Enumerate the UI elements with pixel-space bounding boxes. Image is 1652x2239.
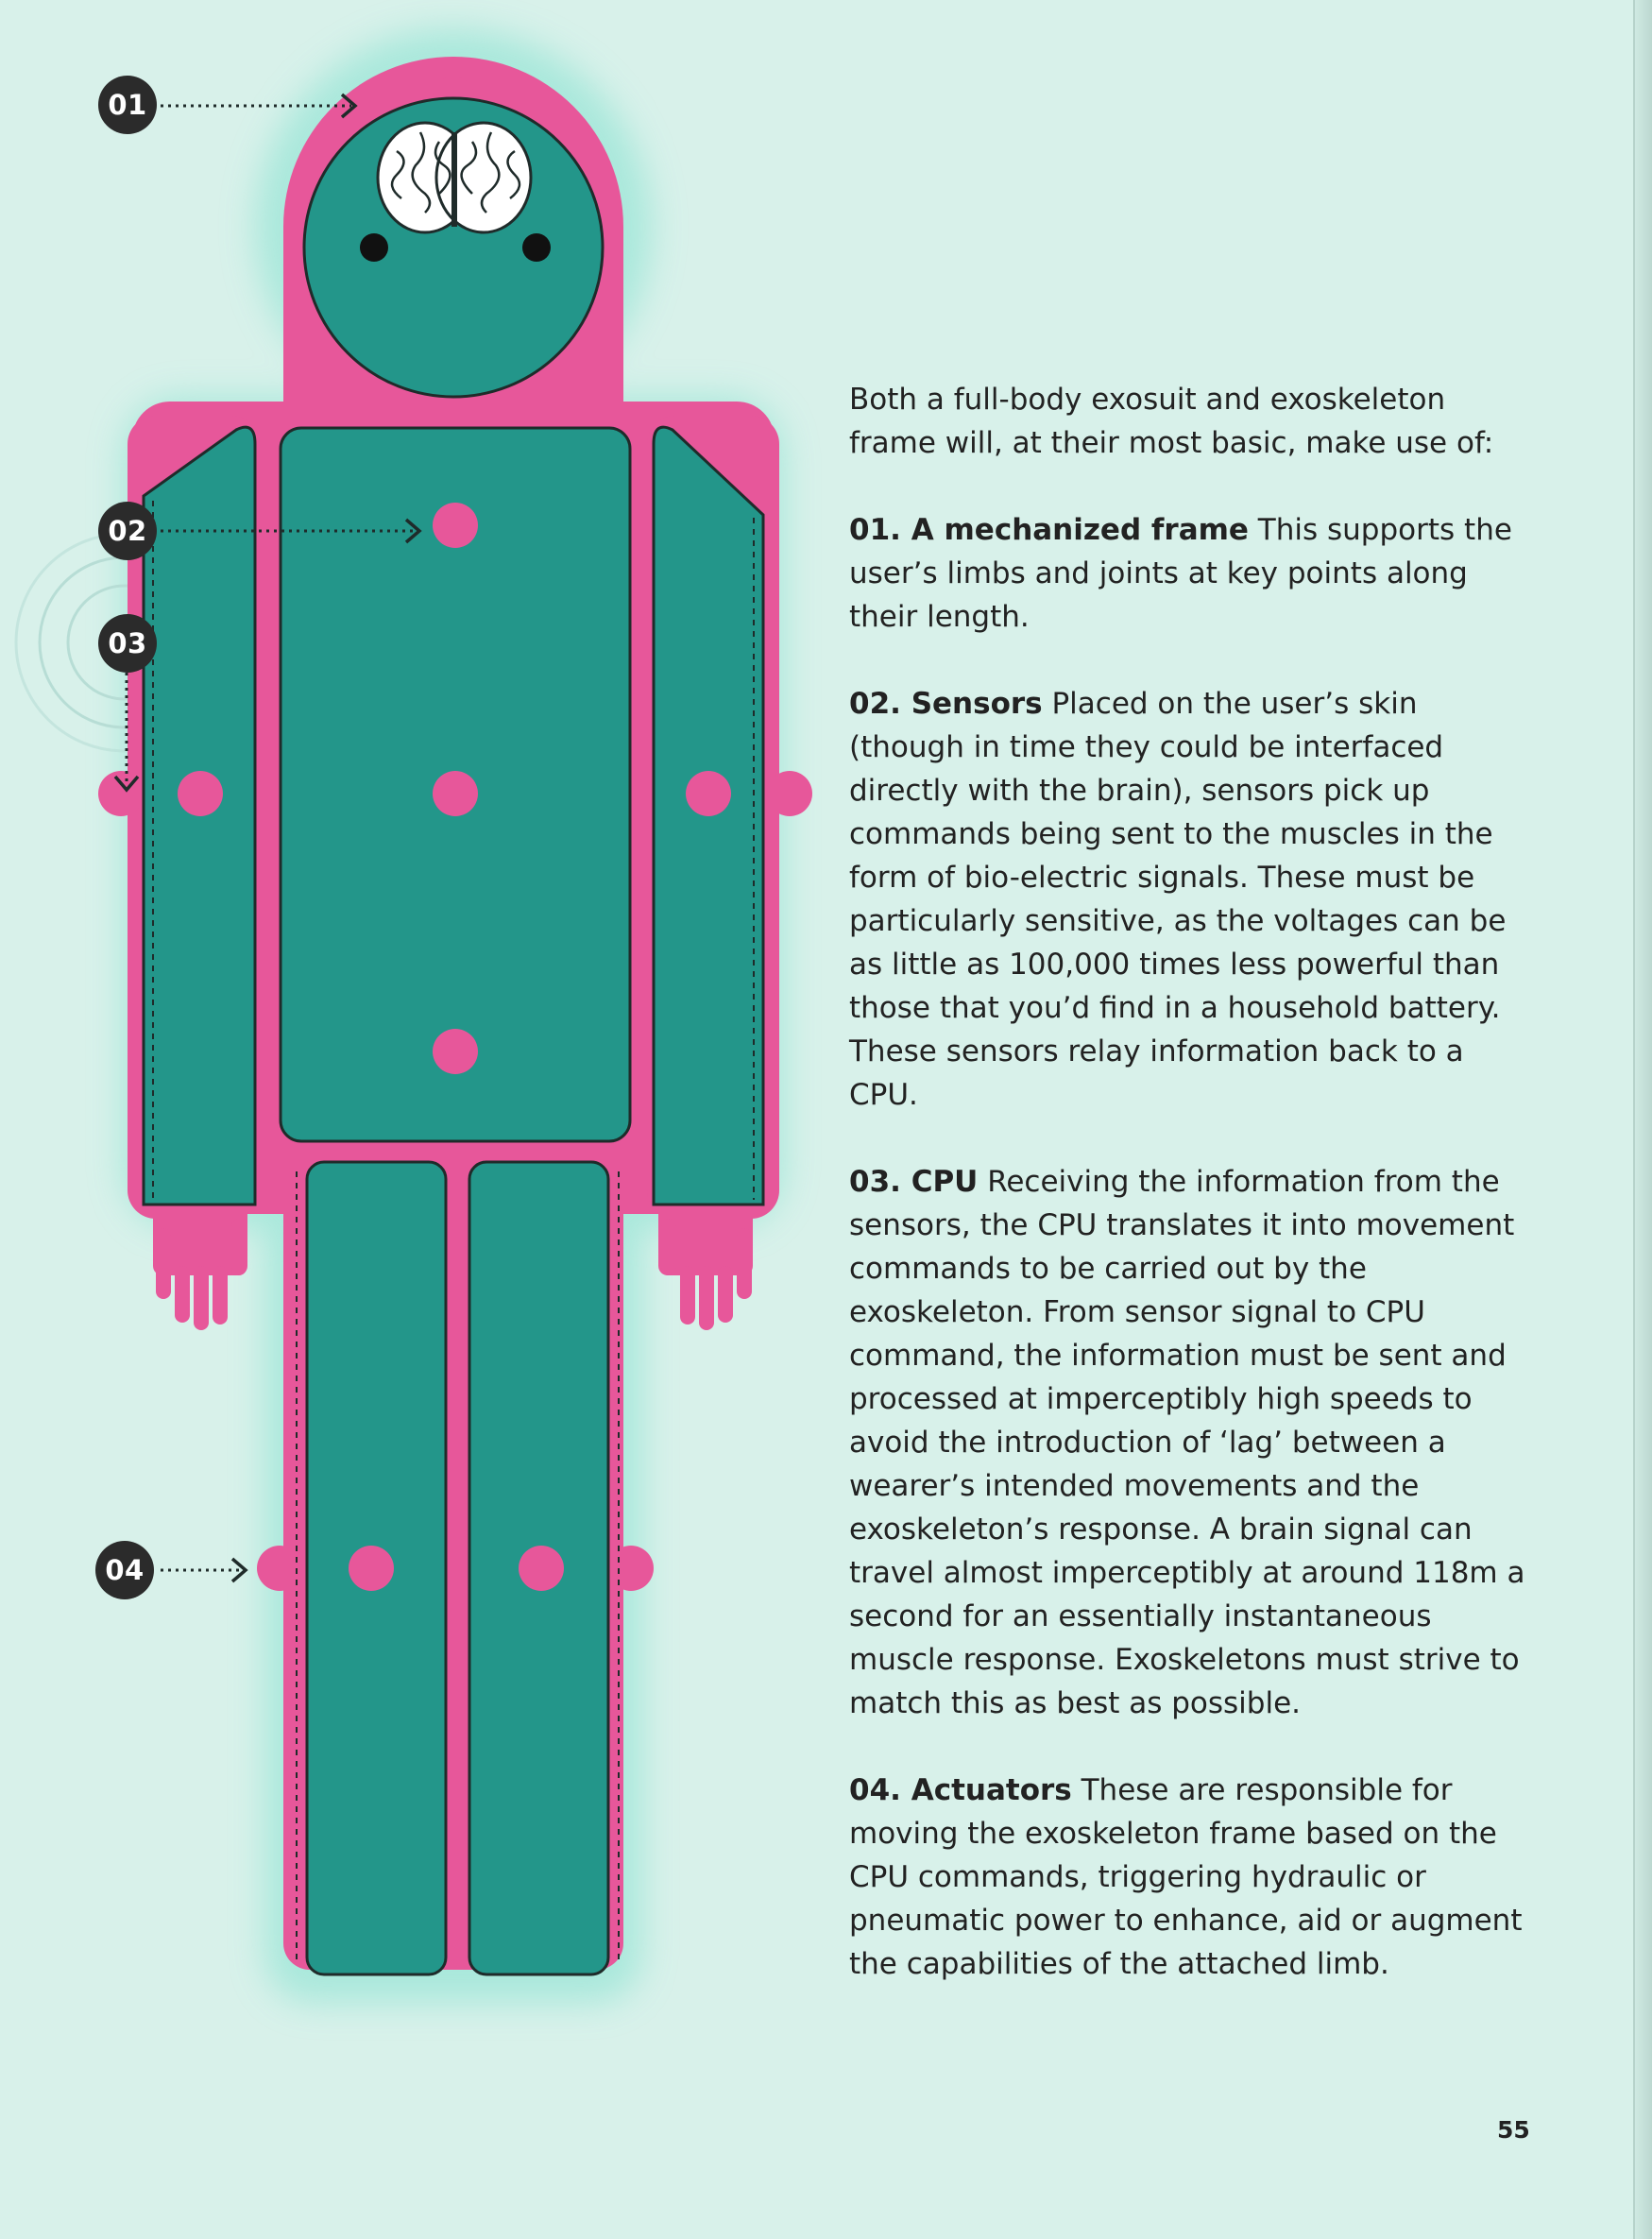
item-sensors — [849, 682, 1529, 1117]
sensor-dot — [519, 1546, 564, 1591]
item-heading: 01. A mechanized frame — [849, 513, 1249, 547]
page-number: 55 — [1497, 2116, 1530, 2144]
item-mechanized-frame — [849, 508, 1529, 639]
item-cpu — [849, 1160, 1529, 1725]
body-text — [849, 378, 1529, 2029]
left-hand — [153, 1200, 247, 1330]
item-body: These are responsible for moving the exoskeleton frame based on the CPU commands, triggering hydraulic or pneumatic power to enhance, aid or augment the capabilities of the attached limb. — [849, 1773, 1523, 1981]
callout-03: 03 — [98, 614, 157, 673]
item-heading: 02. Sensors — [849, 687, 1043, 721]
callout-04: 04 — [95, 1541, 154, 1599]
item-heading: 04. Actuators — [849, 1773, 1072, 1807]
right-eye — [522, 233, 551, 262]
intro-paragraph: Both a full-body exosuit and exoskeleton frame will, at their most basic, make use of: — [849, 383, 1494, 460]
exoskeleton-figure — [0, 0, 831, 2078]
sensor-dot — [349, 1546, 394, 1591]
callout-02: 02 — [98, 502, 157, 560]
sensor-dot — [433, 503, 478, 548]
sensor-dot — [178, 771, 223, 816]
callout-01: 01 — [98, 76, 157, 134]
brain-icon — [378, 123, 531, 232]
item-heading: 03. CPU — [849, 1165, 979, 1199]
item-body: Placed on the user’s skin (though in time they could be interfaced directly with the brain), sensors pick up commands being sent to the muscles in the form of bio-electric signals. These must be particularly sensitive, as the voltages can be as little as 100,000 times less powerful than those that you’d find in a household battery. These sensors relay information back to a CPU. — [849, 687, 1507, 1112]
item-body: This supports the user’s limbs and joints at key points along their length. — [849, 513, 1512, 634]
exoskeleton-diagram — [0, 0, 831, 2078]
item-body: Receiving the information from the sensors, the CPU translates it into movement commands to be carried out by the exoskeleton. From sensor signal to CPU command, the information must be sent and processed at imperceptibly high speeds to avoid the introduction of ‘lag’ between a wearer’s intended movements and the exoskeleton’s response. A brain signal can travel almost imperceptibly at around 118m a second for an essentially instantaneous muscle response. Exoskeletons must strive to match this as best as possible. — [849, 1165, 1525, 1720]
left-eye — [360, 233, 388, 262]
right-hand — [658, 1200, 753, 1330]
sensor-dot — [433, 1029, 478, 1074]
page-edge — [1633, 0, 1652, 2239]
item-actuators — [849, 1769, 1529, 1986]
sensor-dot — [433, 771, 478, 816]
sensor-dot — [686, 771, 731, 816]
